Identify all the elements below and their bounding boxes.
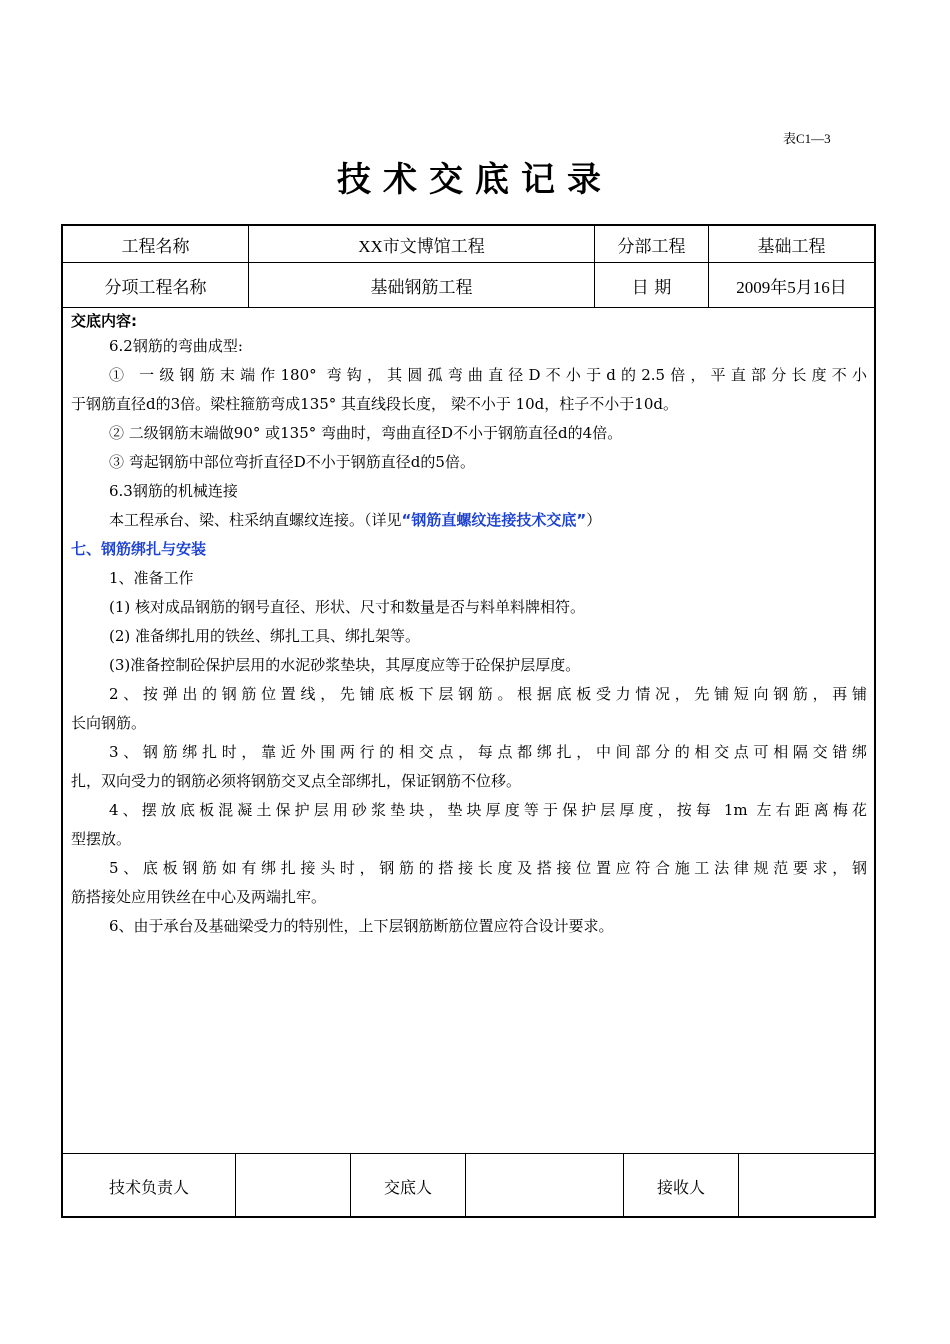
content-line: 6、由于承台及基础梁受力的特别性，上下层钢筋断筋位置应符合设计要求。 — [109, 917, 614, 935]
content-line: ② 二级钢筋末端做90° 或135° 弯曲时，弯曲直径D不小于钢筋直径d的4倍。 — [109, 424, 623, 442]
discloser-label: 交底人 — [383, 1177, 432, 1197]
subitem-label: 分项工程名称 — [104, 277, 207, 298]
subitem-value: 基础钢筋工程 — [370, 277, 473, 298]
content-line — [71, 506, 867, 535]
content-line: (3)准备控制砼保护层用的水泥砂浆垫块，其厚度应等于砼保护层厚度。 — [109, 656, 581, 674]
content-line: 3、钢筋绑扎时，靠近外围两行的相交点，每点都绑扎，中间部分的相交点可相隔交错绑 — [109, 743, 867, 761]
content-line: ① 一级钢筋末端作180° 弯钩，其圆孤弯曲直径D不小于d的2.5倍，平直部分长度不小 — [109, 366, 867, 384]
discloser-signature-field[interactable] — [466, 1154, 623, 1218]
content-line: 6.2钢筋的弯曲成型: — [109, 337, 243, 355]
content-line: ③ 弯起钢筋中部位弯折直径D不小于钢筋直径d的5倍。 — [109, 453, 475, 471]
content-line: 长向钢筋。 — [71, 714, 147, 732]
page-title: 技术交底记录 — [337, 160, 613, 200]
receiver-signature-field[interactable] — [739, 1154, 874, 1218]
content-line: 型摆放。 — [71, 830, 132, 848]
content-line: (2) 准备绑扎用的铁丝、绑扎工具、绑扎架等。 — [109, 627, 421, 645]
date-value: 2009年5月16日 — [736, 277, 847, 297]
content-heading: 交底内容: — [71, 312, 137, 330]
division-label: 分部工程 — [617, 236, 686, 257]
content-line: 5、底板钢筋如有绑扎接头时，钢筋的搭接长度及搭接位置应符合施工法律规范要求，钢 — [109, 859, 867, 877]
content-line: 2、按弹出的钢筋位置线，先铺底板下层钢筋。根据底板受力情况，先铺短向钢筋，再铺 — [109, 685, 867, 703]
project-name-label: 工程名称 — [121, 236, 190, 257]
receiver-label: 接收人 — [656, 1177, 705, 1197]
content-line: 筋搭接处应用铁丝在中心及两端扎牢。 — [71, 888, 327, 906]
tech-lead-signature-field[interactable] — [236, 1154, 350, 1218]
disclosure-content — [71, 310, 867, 941]
form-code: 表C1—3 — [783, 131, 831, 146]
content-line: (1) 核对成品钢筋的钢号直径、形状、尺寸和数量是否与料单料牌相符。 — [109, 598, 586, 616]
date-label: 日 期 — [631, 277, 672, 298]
section-heading: 七、钢筋绑扎与安装 — [71, 540, 207, 558]
referenced-document: “钢筋直螺纹连接技术交底” — [401, 511, 587, 529]
project-name-value: XX市文博馆工程 — [358, 236, 485, 256]
division-value: 基础工程 — [757, 236, 826, 257]
content-line: 1、准备工作 — [109, 569, 194, 587]
content-line: 于钢筋直径d的3倍。梁柱箍筋弯成135° 其直线段长度， 梁不小于 10d，柱子不小于10d。 — [71, 395, 678, 413]
content-line: 扎，双向受力的钢筋必须将钢筋交叉点全部绑扎，保证钢筋不位移。 — [71, 772, 522, 790]
content-line: 4、摆放底板混凝土保护层用砂浆垫块，垫块厚度等于保护层厚度，按每 1m 左右距离梅花 — [109, 801, 867, 819]
content-line: 6.3钢筋的机械连接 — [109, 482, 238, 500]
tech-lead-label: 技术负责人 — [108, 1177, 189, 1197]
content-line-part: 本工程承台、梁、柱采纳直螺纹连接。（详见 — [109, 511, 402, 529]
content-line-part: ） — [586, 511, 602, 529]
disclosure-record-table — [61, 224, 876, 1218]
